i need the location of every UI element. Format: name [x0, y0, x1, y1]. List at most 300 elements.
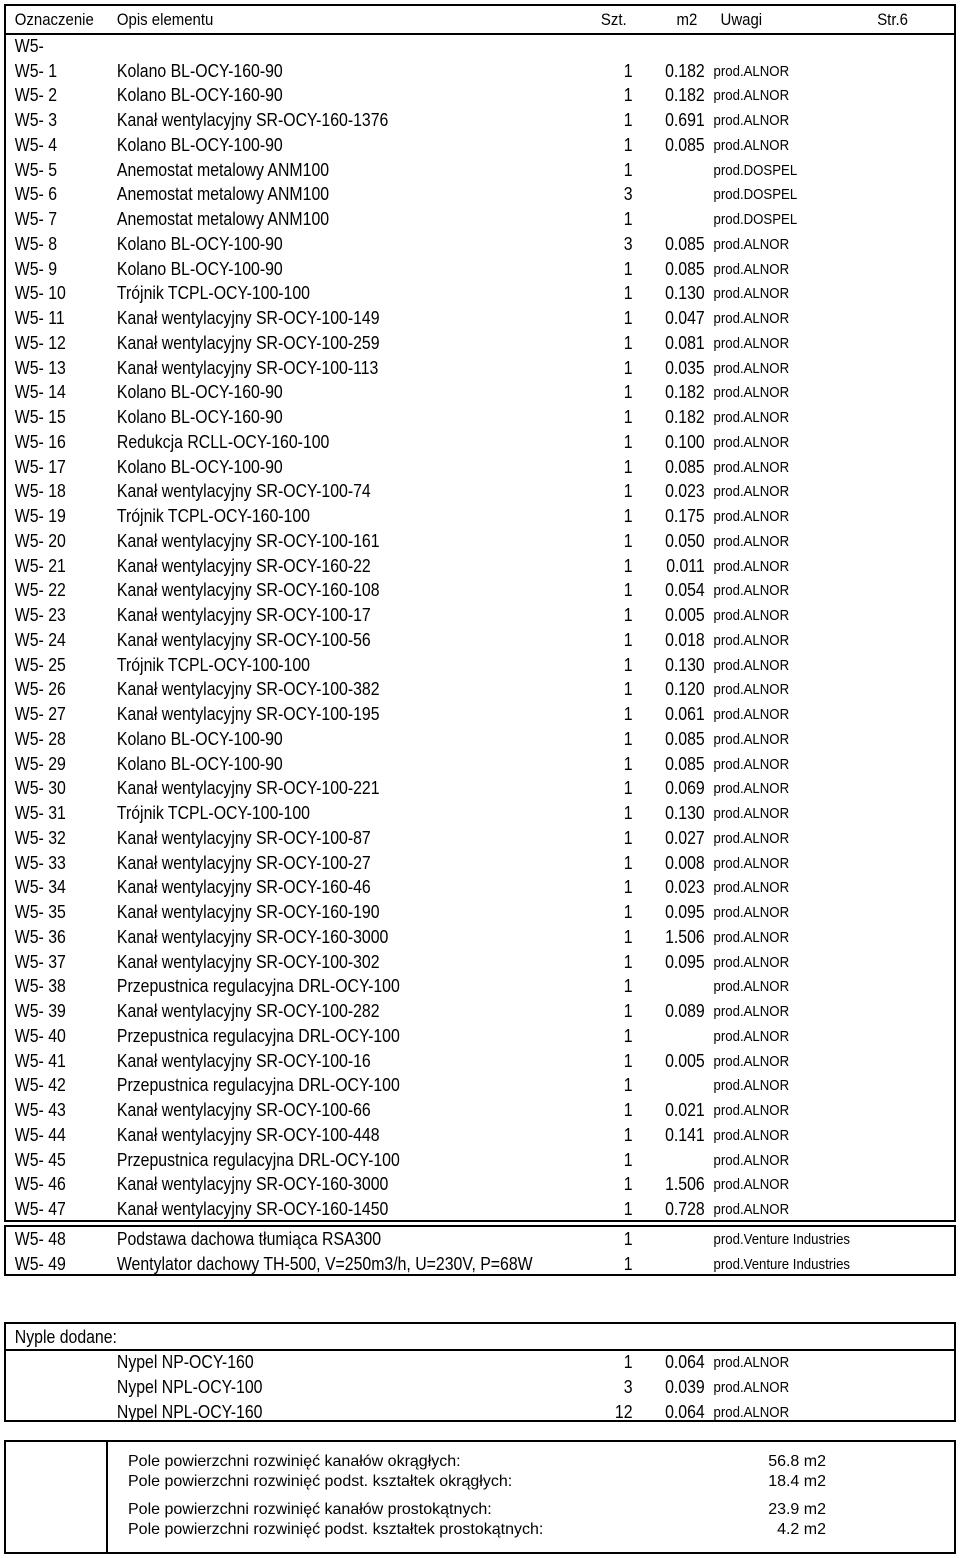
summary-label: Pole powierzchni rozwinięć kanałów okrągłych:: [128, 1453, 461, 1470]
row-description: Kolano BL-OCY-160-90: [116, 382, 283, 403]
table-row: [6, 331, 840, 356]
note-manufacturer: ALNOR: [743, 829, 790, 847]
note-manufacturer: ALNOR: [743, 1102, 790, 1119]
row-notes: [714, 628, 790, 654]
note-prefix: prod.: [713, 904, 744, 921]
row-description: Kolano BL-OCY-100-90: [116, 456, 283, 477]
row-description: Kanał wentylacyjny SR-OCY-100-113: [116, 357, 379, 378]
note-manufacturer: ALNOR: [743, 755, 790, 773]
row-description: Nypel NPL-OCY-160: [116, 1401, 263, 1422]
row-description: Kolano BL-OCY-100-90: [116, 134, 283, 155]
note-manufacturer: ALNOR: [743, 879, 790, 897]
row-description: Kolano BL-OCY-100-90: [116, 728, 283, 749]
table-row: [6, 925, 840, 950]
note-manufacturer: ALNOR: [743, 62, 790, 80]
table-row: [6, 999, 840, 1024]
note-prefix: prod.: [713, 458, 744, 476]
row-notes: [714, 875, 790, 901]
table-row: [6, 207, 840, 232]
note-manufacturer: ALNOR: [743, 582, 790, 600]
row-notes: [714, 1227, 851, 1253]
row-area: 1.506: [665, 1174, 705, 1195]
row-area: 0.130: [665, 654, 705, 675]
row-area: 0.054: [665, 580, 705, 601]
note-prefix: prod.: [713, 483, 744, 501]
summary-value: 56.8 m2: [768, 1453, 826, 1470]
row-quantity: 1: [623, 1124, 633, 1145]
row-area: 0.130: [665, 803, 705, 823]
row-quantity: 1: [623, 877, 633, 898]
table-row: [6, 1227, 851, 1252]
header-szt: Szt.: [600, 10, 627, 29]
row-description: Kanał wentylacyjny SR-OCY-100-16: [116, 1050, 371, 1071]
row-code: W5- 31: [14, 803, 66, 823]
row-quantity: 1: [623, 753, 633, 774]
note-prefix: prod.: [713, 409, 744, 426]
row-notes: [714, 578, 790, 604]
row-notes: [714, 356, 790, 382]
row-description: Kolano BL-OCY-160-90: [116, 60, 283, 81]
note-manufacturer: ALNOR: [743, 433, 790, 451]
row-area: 0.011: [666, 555, 705, 576]
row-description: Trójnik TCPL-OCY-100-100: [116, 654, 310, 675]
note-manufacturer: ALNOR: [743, 1354, 790, 1371]
row-description: Kanał wentylacyjny SR-OCY-160-3000: [116, 1174, 389, 1195]
row-description: Kanał wentylacyjny SR-OCY-100-74: [116, 481, 371, 502]
row-area: 0.005: [665, 605, 705, 625]
summary-label: Pole powierzchni rozwinięć podst. kształtek prostokątnych:: [128, 1521, 544, 1538]
header-m2: m2: [676, 10, 698, 29]
note-prefix: prod.: [713, 433, 744, 451]
row-notes: [714, 826, 790, 852]
row-code: W5- 49: [14, 1253, 66, 1274]
row-description: Trójnik TCPL-OCY-160-100: [116, 506, 310, 526]
nyple-table: [4, 1322, 956, 1422]
row-code: W5- 20: [14, 530, 66, 551]
row-quantity: 1: [623, 1050, 633, 1071]
row-notes: [714, 430, 790, 456]
row-code: W5- 27: [14, 704, 66, 724]
table-row: [6, 1350, 840, 1375]
note-manufacturer: ALNOR: [743, 953, 790, 971]
row-notes: [714, 925, 790, 951]
row-area: 0.095: [665, 951, 705, 972]
row-area: 0.085: [665, 258, 705, 279]
row-description: Kolano BL-OCY-100-90: [116, 258, 283, 279]
table-row: [6, 1375, 840, 1400]
page-number: Str.6: [877, 10, 908, 29]
row-notes: [714, 1098, 790, 1124]
row-code: W5- 18: [14, 481, 66, 502]
row-code: W5- 5: [14, 159, 58, 180]
row-code: W5- 43: [14, 1100, 66, 1120]
table-row: [6, 1400, 840, 1425]
row-quantity: 1: [623, 60, 633, 81]
row-notes: [714, 677, 790, 703]
row-code: W5- 30: [14, 778, 66, 799]
note-prefix: prod.: [713, 1354, 744, 1371]
note-manufacturer: ALNOR: [743, 706, 790, 723]
summary-value: 18.4 m2: [768, 1473, 826, 1490]
table-row: [6, 653, 840, 678]
table-row: [6, 1073, 840, 1098]
row-code: W5- 3: [14, 110, 58, 130]
note-prefix: prod.: [713, 161, 744, 179]
table-row: [6, 405, 840, 430]
row-area: 0.089: [665, 1001, 705, 1021]
row-area: 0.085: [665, 134, 705, 155]
row-code: W5- 11: [14, 308, 65, 328]
note-prefix: prod.: [713, 359, 744, 377]
table-header: [6, 8, 908, 33]
note-manufacturer: ALNOR: [743, 409, 790, 426]
row-quantity: 1: [623, 382, 633, 403]
row-quantity: 1: [623, 704, 633, 724]
row-description: Trójnik TCPL-OCY-100-100: [116, 803, 310, 823]
note-manufacturer: DOSPEL: [743, 161, 798, 179]
note-manufacturer: ALNOR: [743, 1403, 790, 1421]
row-description: Kolano BL-OCY-160-90: [116, 407, 283, 427]
table-row: [6, 455, 840, 480]
row-area: 0.728: [665, 1199, 705, 1219]
row-area: 0.064: [665, 1352, 705, 1372]
row-quantity: 1: [623, 1229, 633, 1249]
summary-divider: [106, 1442, 108, 1552]
summary-label: Pole powierzchni rozwinięć kanałów prostokątnych:: [128, 1501, 492, 1518]
row-area: 0.069: [665, 778, 705, 799]
row-quantity: 1: [623, 1149, 633, 1170]
table-row: [6, 281, 840, 306]
row-code: W5- 1: [14, 60, 58, 81]
note-prefix: prod.: [713, 310, 744, 327]
table-row: [6, 1123, 840, 1148]
note-prefix: prod.: [713, 829, 744, 847]
note-manufacturer: ALNOR: [743, 978, 790, 996]
row-code: W5- 15: [14, 407, 66, 427]
row-description: Kanał wentylacyjny SR-OCY-100-17: [116, 605, 371, 625]
row-code: W5- 38: [14, 976, 66, 997]
row-quantity: 1: [623, 209, 633, 229]
table-row: [6, 1172, 840, 1197]
row-notes: [714, 554, 790, 580]
row-code: W5- 45: [14, 1149, 66, 1170]
row-quantity: 1: [623, 629, 633, 650]
row-description: Kanał wentylacyjny SR-OCY-100-382: [116, 679, 380, 700]
row-description: Przepustnica regulacyjna DRL-OCY-100: [116, 1149, 400, 1170]
row-quantity: 1: [623, 110, 633, 130]
row-notes: [714, 801, 790, 827]
row-description: Przepustnica regulacyjna DRL-OCY-100: [116, 976, 400, 997]
row-description: Kolano BL-OCY-160-90: [116, 85, 283, 106]
row-code: W5- 39: [14, 1001, 66, 1021]
note-prefix: prod.: [713, 755, 744, 773]
table-row: [6, 752, 840, 777]
row-notes: [714, 900, 790, 926]
table-row: [6, 801, 840, 826]
note-prefix: prod.: [713, 1077, 744, 1095]
row-area: 0.027: [665, 827, 705, 848]
row-area: 0.120: [665, 679, 705, 700]
row-code: W5- 37: [14, 951, 66, 972]
table-row: [6, 702, 840, 727]
row-quantity: 1: [623, 506, 633, 526]
row-quantity: 1: [623, 951, 633, 972]
row-notes: [714, 1024, 790, 1050]
row-notes: [714, 1197, 790, 1223]
row-area: 0.100: [665, 431, 705, 452]
row-quantity: 12: [614, 1401, 633, 1422]
row-area: 0.023: [665, 481, 705, 502]
row-code: W5- 13: [14, 357, 66, 378]
note-prefix: prod.: [713, 1052, 744, 1070]
summary-label: Pole powierzchni rozwinięć podst. kształtek okrągłych:: [128, 1473, 513, 1490]
table-row: [6, 133, 840, 158]
row-notes: [714, 529, 790, 555]
row-area: 0.175: [665, 506, 705, 526]
row-description: Kanał wentylacyjny SR-OCY-100-282: [116, 1001, 380, 1021]
note-prefix: prod.: [713, 656, 744, 674]
row-quantity: 1: [623, 1075, 633, 1096]
summary-value: 23.9 m2: [768, 1501, 826, 1518]
note-prefix: prod.: [713, 854, 744, 872]
note-manufacturer: ALNOR: [743, 508, 790, 525]
note-prefix: prod.: [713, 607, 744, 624]
note-manufacturer: ALNOR: [743, 780, 790, 798]
row-area: 0.182: [665, 85, 705, 106]
row-description: Kanał wentylacyjny SR-OCY-100-221: [116, 778, 380, 799]
row-code: W5- 19: [14, 506, 66, 526]
row-description: Nypel NPL-OCY-100: [116, 1376, 263, 1397]
row-quantity: 1: [623, 803, 633, 823]
note-prefix: prod.: [713, 879, 744, 897]
row-area: 0.021: [665, 1100, 705, 1120]
row-description: Kanał wentylacyjny SR-OCY-160-190: [116, 902, 380, 922]
row-quantity: 1: [623, 728, 633, 749]
row-code: W5- 44: [14, 1124, 66, 1145]
note-manufacturer: ALNOR: [743, 854, 790, 872]
row-area: 0.182: [665, 60, 705, 81]
row-description: Kolano BL-OCY-100-90: [116, 753, 283, 774]
row-notes: [714, 83, 790, 109]
row-notes: [714, 504, 790, 530]
row-notes: [714, 999, 790, 1025]
note-prefix: prod.: [713, 681, 744, 699]
row-notes: [714, 380, 790, 406]
note-prefix: prod.: [713, 780, 744, 798]
nyple-title: Nyple dodane:: [14, 1327, 117, 1347]
note-manufacturer: ALNOR: [743, 285, 790, 303]
group-label: W5-: [14, 36, 44, 56]
nyple-title-row: [6, 1325, 840, 1350]
row-quantity: 1: [623, 902, 633, 922]
row-description: Trójnik TCPL-OCY-100-100: [116, 283, 310, 304]
table-row: [6, 158, 840, 183]
row-notes: [714, 207, 798, 233]
note-prefix: prod.: [713, 1176, 744, 1194]
row-description: Kanał wentylacyjny SR-OCY-100-27: [116, 852, 371, 873]
row-quantity: 1: [623, 654, 633, 675]
row-quantity: 1: [623, 778, 633, 799]
row-description: Anemostat metalowy ANM100: [116, 159, 330, 180]
table-row: [6, 826, 840, 851]
note-prefix: prod.: [713, 1255, 744, 1273]
row-quantity: 1: [623, 1025, 633, 1046]
note-manufacturer: ALNOR: [743, 805, 790, 822]
row-notes: [714, 1252, 851, 1278]
row-description: Wentylator dachowy TH-500, V=250m3/h, U=230V, P=68W: [116, 1253, 533, 1274]
note-prefix: prod.: [713, 136, 744, 154]
note-prefix: prod.: [713, 1102, 744, 1119]
note-manufacturer: ALNOR: [743, 557, 790, 575]
row-code: W5- 29: [14, 753, 66, 774]
row-quantity: 1: [623, 308, 633, 328]
row-quantity: 1: [623, 852, 633, 873]
group-label-row: [6, 34, 840, 59]
row-quantity: 1: [623, 85, 633, 106]
row-quantity: 3: [623, 184, 633, 205]
note-manufacturer: ALNOR: [743, 359, 790, 377]
note-manufacturer: ALNOR: [743, 260, 790, 278]
table-row: [6, 380, 840, 405]
row-code: W5- 12: [14, 332, 66, 353]
row-description: Kanał wentylacyjny SR-OCY-100-161: [116, 530, 380, 551]
row-code: W5- 16: [14, 431, 66, 452]
row-notes: [714, 257, 790, 283]
row-area: 0.061: [665, 704, 705, 724]
row-notes: [714, 702, 790, 728]
note-manufacturer: ALNOR: [743, 1151, 790, 1169]
note-prefix: prod.: [713, 211, 744, 228]
table-row: [6, 554, 840, 579]
table-row: [6, 578, 840, 603]
row-notes: [714, 331, 790, 357]
row-description: Kanał wentylacyjny SR-OCY-160-1376: [116, 110, 389, 130]
note-manufacturer: ALNOR: [743, 483, 790, 501]
main-table: [4, 4, 956, 1222]
row-description: Kanał wentylacyjny SR-OCY-160-22: [116, 555, 371, 576]
row-description: Kanał wentylacyjny SR-OCY-100-195: [116, 704, 380, 724]
row-quantity: 1: [623, 1199, 633, 1219]
header-notes: Uwagi: [720, 10, 763, 29]
table-row: [6, 851, 840, 876]
row-area: 0.085: [665, 233, 705, 254]
table-row: [6, 83, 840, 108]
row-code: W5- 24: [14, 629, 66, 650]
row-notes: [714, 455, 790, 481]
note-manufacturer: ALNOR: [743, 631, 790, 649]
row-quantity: 1: [623, 555, 633, 576]
note-prefix: prod.: [713, 532, 744, 550]
row-quantity: 1: [623, 1001, 633, 1021]
row-description: Przepustnica regulacyjna DRL-OCY-100: [116, 1075, 400, 1096]
row-description: Kanał wentylacyjny SR-OCY-100-87: [116, 827, 371, 848]
note-manufacturer: ALNOR: [743, 532, 790, 550]
row-notes: [714, 752, 790, 778]
table-row: [6, 529, 840, 554]
row-quantity: 1: [623, 332, 633, 353]
note-manufacturer: ALNOR: [743, 928, 790, 946]
table-row: [6, 1252, 851, 1277]
row-description: Kanał wentylacyjny SR-OCY-160-108: [116, 580, 380, 601]
header-code: Oznaczenie: [14, 10, 94, 29]
row-notes: [714, 232, 790, 258]
row-code: W5- 4: [14, 134, 58, 155]
row-code: W5- 6: [14, 184, 58, 205]
row-area: 0.182: [665, 407, 705, 427]
note-manufacturer: ALNOR: [743, 1201, 790, 1218]
row-description: Anemostat metalowy ANM100: [116, 184, 330, 205]
row-quantity: 1: [623, 357, 633, 378]
row-description: Kanał wentylacyjny SR-OCY-160-46: [116, 877, 371, 898]
row-description: Anemostat metalowy ANM100: [116, 209, 330, 229]
row-code: W5- 17: [14, 456, 66, 477]
row-code: W5- 35: [14, 902, 66, 922]
row-notes: [714, 1073, 790, 1099]
row-notes: [714, 1049, 790, 1075]
row-code: W5- 33: [14, 852, 66, 873]
note-manufacturer: Venture Industries: [743, 1231, 851, 1248]
row-notes: [714, 133, 790, 159]
row-quantity: 1: [623, 827, 633, 848]
table-row: [6, 182, 840, 207]
row-quantity: 1: [623, 481, 633, 502]
table-row: [6, 900, 840, 925]
row-notes: [714, 950, 790, 976]
table-row: [6, 1049, 840, 1074]
row-area: 0.064: [665, 1401, 705, 1422]
note-prefix: prod.: [713, 953, 744, 971]
row-code: W5- 48: [14, 1229, 66, 1249]
row-notes: [714, 727, 790, 753]
row-code: W5- 9: [14, 258, 58, 279]
row-quantity: 1: [623, 1174, 633, 1195]
row-code: W5- 28: [14, 728, 66, 749]
row-code: W5- 46: [14, 1174, 66, 1195]
note-prefix: prod.: [713, 1231, 744, 1248]
table-row: [6, 1148, 840, 1173]
table-row: [6, 59, 840, 84]
row-description: Kolano BL-OCY-100-90: [116, 233, 283, 254]
table-row: [6, 108, 840, 133]
row-code: W5- 40: [14, 1025, 66, 1046]
row-description: Kanał wentylacyjny SR-OCY-100-448: [116, 1124, 380, 1145]
table-row: [6, 875, 840, 900]
note-prefix: prod.: [713, 631, 744, 649]
row-quantity: 1: [623, 283, 633, 304]
table-row: [6, 1024, 840, 1049]
row-quantity: 1: [623, 134, 633, 155]
table-row: [6, 628, 840, 653]
note-prefix: prod.: [713, 928, 744, 946]
extra-table: [4, 1225, 956, 1276]
row-notes: [714, 1400, 790, 1426]
note-manufacturer: ALNOR: [743, 112, 790, 129]
row-code: W5- 47: [14, 1199, 66, 1219]
table-row: [6, 257, 840, 282]
note-manufacturer: ALNOR: [743, 1378, 790, 1396]
note-manufacturer: ALNOR: [743, 1077, 790, 1095]
note-prefix: prod.: [713, 557, 744, 575]
table-row: [6, 504, 840, 529]
note-manufacturer: ALNOR: [743, 1052, 790, 1070]
row-quantity: 1: [623, 258, 633, 279]
row-quantity: 1: [623, 1100, 633, 1120]
note-prefix: prod.: [713, 582, 744, 600]
row-quantity: 3: [623, 1376, 633, 1397]
row-area: 1.506: [665, 926, 705, 947]
note-prefix: prod.: [713, 112, 744, 129]
row-area: 0.008: [665, 852, 705, 873]
